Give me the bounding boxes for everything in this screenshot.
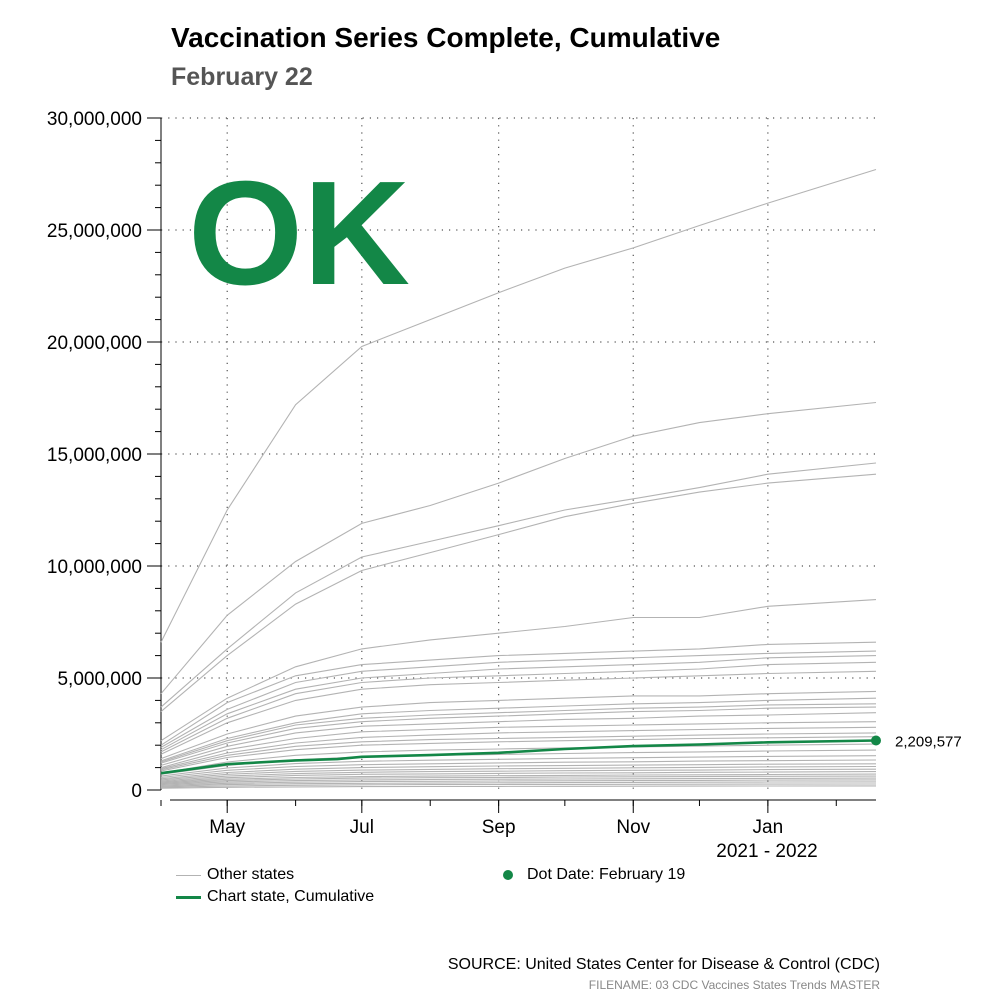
legend-dot-date (503, 866, 685, 884)
y-tick-label: 0 (131, 781, 142, 802)
legend-other-states (176, 866, 294, 884)
y-tick-label: 20,000,000 (46, 333, 142, 354)
chart-subtitle: February 22 (171, 63, 313, 91)
legend-dot-date-label: Dot Date: February 19 (527, 866, 686, 883)
chart-title: Vaccination Series Complete, Cumulative (171, 22, 721, 53)
x-tick-label: Jul (349, 817, 374, 838)
x-tick-label: Sep (481, 817, 516, 838)
x-tick-label: Jan (752, 817, 784, 838)
legend-chart-state-label: Chart state, Cumulative (207, 888, 375, 905)
y-tick-label: 30,000,000 (46, 109, 142, 130)
x-period-label: 2021 - 2022 (716, 841, 818, 862)
legend-chart-state (176, 888, 374, 906)
filename-note: FILENAME: 03 CDC Vaccines States Trends MASTER (588, 978, 880, 992)
other-state-line (161, 463, 876, 707)
other-state-line (161, 600, 876, 741)
legend-other-states-label: Other states (207, 866, 295, 883)
legend-dot-icon (503, 870, 513, 880)
other-state-line (161, 656, 876, 750)
y-tick-label: 25,000,000 (46, 221, 142, 242)
legend-gray-line-icon (176, 875, 201, 876)
end-dot (871, 736, 881, 746)
other-state-line (161, 786, 876, 788)
end-value-label: 2,209,577 (895, 733, 962, 751)
y-tick-label: 15,000,000 (46, 445, 142, 466)
x-tick-label: Nov (616, 817, 651, 838)
source-note: SOURCE: United States Center for Disease & Control (CDC) (447, 956, 880, 973)
y-tick-label: 10,000,000 (46, 557, 142, 578)
x-tick-label: May (209, 817, 246, 838)
y-tick-label: 5,000,000 (57, 669, 142, 690)
state-label: OK (188, 151, 410, 316)
legend-green-line-icon (176, 896, 201, 899)
other-state-line (161, 474, 876, 711)
